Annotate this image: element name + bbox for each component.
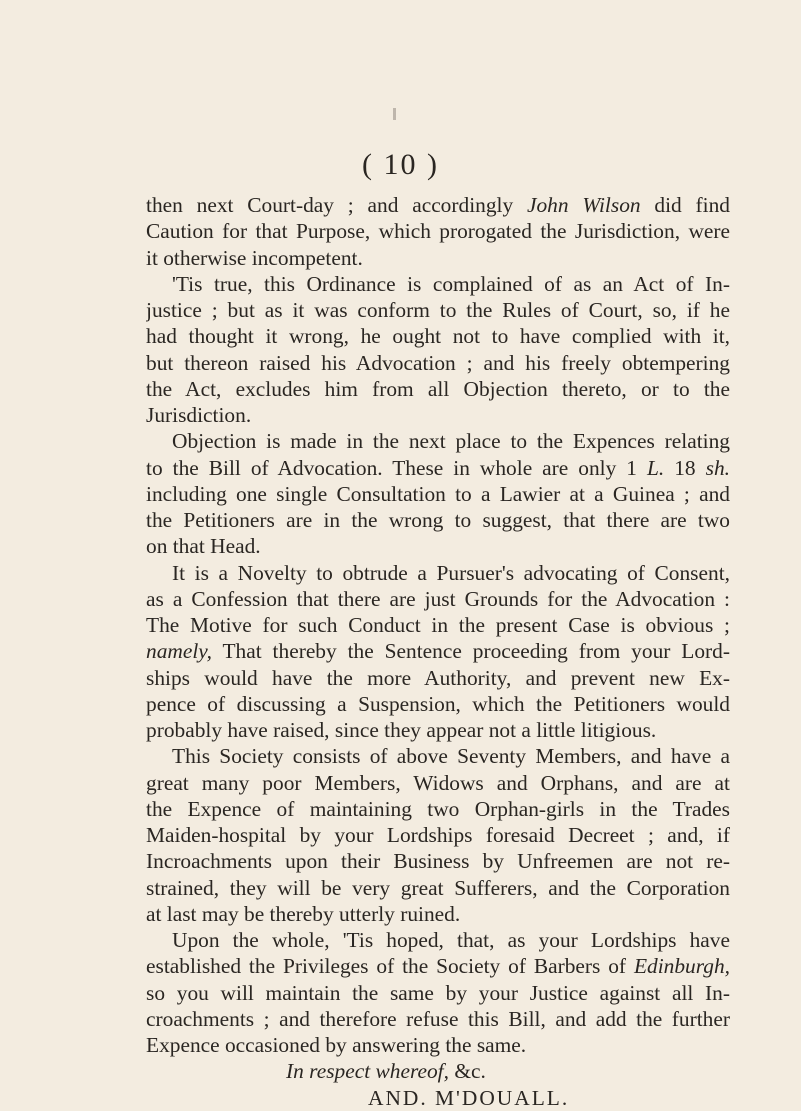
text-line: the Petitioners are in the wrong to suggest, that there are two — [146, 508, 730, 532]
text-line: on that Head. — [146, 534, 261, 559]
text-line: so you will maintain the same by your Justice against all In- — [146, 980, 730, 1005]
text-line: Upon the whole, 'Tis hoped, that, as your Lordships have — [172, 928, 730, 952]
text-line: including one single Consultation to a Lawier at a Guinea ; and — [146, 481, 730, 506]
text-line: justice ; but as it was conform to the Rules of Court, so, if he — [146, 298, 730, 322]
text-line: it otherwise incompetent. — [146, 245, 363, 270]
text-line: namely, That thereby the Sentence proceeding from your Lord- — [146, 639, 730, 664]
text-line: pence of discussing a Suspension, which the Petitioners would — [146, 691, 730, 716]
text-line: great many poor Members, Widows and Orphans, and are at — [146, 770, 730, 795]
text-line: It is a Novelty to obtrude a Pursuer's advocating of Consent, — [172, 560, 730, 585]
text-line: at last may be thereby utterly ruined. — [146, 901, 461, 926]
body-text — [146, 192, 730, 1111]
text-line: had thought it wrong, he ought not to have complied with it, — [146, 324, 730, 349]
text-line: probably have raised, since they appear not a little litigious. — [146, 718, 657, 742]
closing-line: In respect whereof, &c. — [286, 1059, 486, 1084]
text-line: Maiden-hospital by your Lordships foresaid Decreet ; and, if — [146, 823, 730, 847]
text-line: established the Privileges of the Society of Barbers of Edinburgh, — [146, 954, 730, 979]
text-line: ships would have the more Authority, and prevent new Ex- — [146, 665, 730, 690]
text-line: This Society consists of above Seventy Members, and have a — [172, 744, 730, 769]
page-number: ( 10 ) — [362, 148, 439, 181]
text-line: as a Confession that there are just Grounds for the Advocation : — [146, 586, 730, 611]
text-line: the Expence of maintaining two Orphan-girls in the Trades — [146, 796, 730, 821]
ink-mark — [393, 108, 396, 120]
signature: AND. M'DOUALL. — [368, 1085, 570, 1110]
text-line: Jurisdiction. — [146, 403, 252, 427]
text-line: The Motive for such Conduct in the present Case is obvious ; — [146, 613, 730, 637]
text-line: but thereon raised his Advocation ; and his freely obtempering — [146, 350, 730, 375]
text-line: Objection is made in the next place to the Expences relating — [172, 429, 730, 454]
text-line: strained, they will be very great Sufferers, and the Corporation — [146, 875, 730, 900]
text-line: 'Tis true, this Ordinance is complained of as an Act of In- — [172, 271, 730, 296]
text-line: to the Bill of Advocation. These in whole are only 1 L. 18 sh. — [146, 455, 730, 480]
text-line: Incroachments upon their Business by Unfreemen are not re- — [146, 849, 730, 874]
text-line: the Act, excludes him from all Objection thereto, or to the — [146, 376, 730, 401]
text-line: Caution for that Purpose, which prorogated the Jurisdiction, were — [146, 219, 730, 244]
text-line: Expence occasioned by answering the same. — [146, 1033, 527, 1057]
text-line: then next Court-day ; and accordingly John Wilson did find — [146, 193, 730, 217]
text-line: croachments ; and therefore refuse this Bill, and add the further — [146, 1006, 730, 1031]
